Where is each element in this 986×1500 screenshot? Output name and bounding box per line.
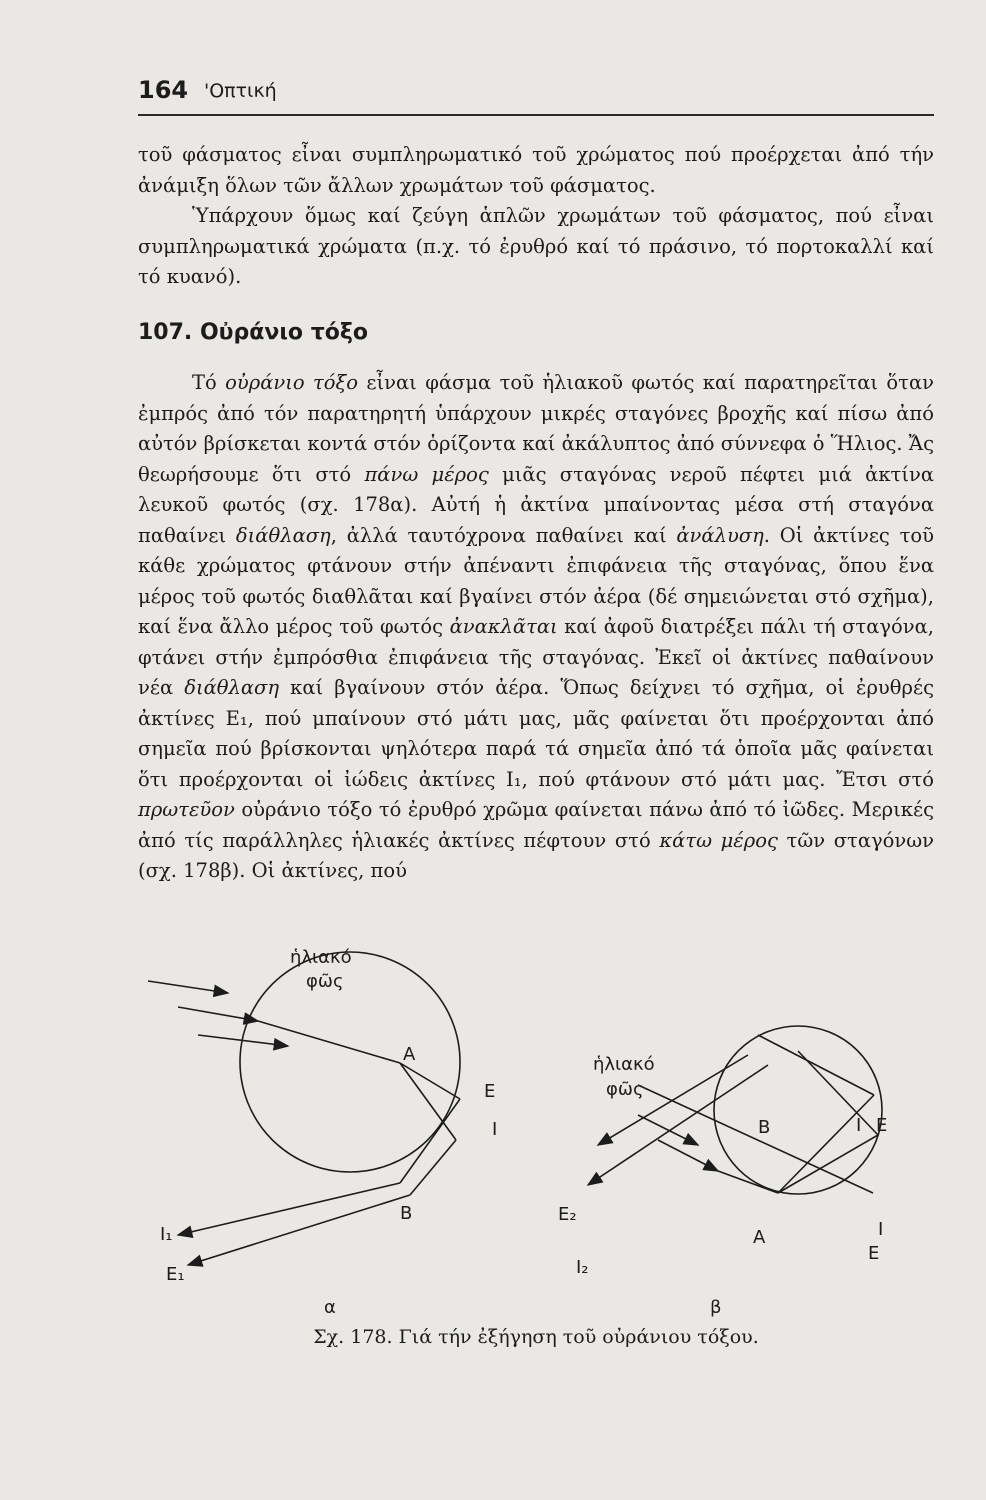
text-run: , ἀλλά ταυτόχρονα παθαίνει καί	[330, 523, 677, 547]
incident-ray	[258, 1021, 400, 1063]
cross-ray	[638, 1085, 873, 1193]
text-run: εἶναι φάσμα τοῦ ἡλιακοῦ φωτός καί παρατηρεῖται ὅταν ἐμπρός ἀπό τόν παρατηρητή ὑπάρχουν μικρές σταγόνες βροχῆς καί πίσω ἀπό αὐτόν βρίσκεται κοντά στόν ὁρίζοντα καί ἀκάλυπτος ἀπό σύννεφα ὁ Ἥλιος. Ἄς θεωρήσουμε ὅτι στό	[138, 371, 934, 486]
reflected-b-1	[798, 1051, 878, 1135]
label-I-bottom-b: I	[878, 1219, 884, 1240]
italic-term-lower-part: κάτω μέρος	[659, 828, 778, 852]
label-B-a: B	[400, 1203, 413, 1224]
sun-ray-b2	[658, 1140, 718, 1171]
incident-ray-b	[718, 1171, 778, 1193]
sunlight-label-b-1: ἡλιακό	[593, 1054, 655, 1075]
section-number: 107.	[138, 320, 193, 345]
text-run: Τό	[192, 371, 226, 394]
figure-b	[558, 1026, 887, 1318]
intro-text	[138, 140, 934, 293]
sun-ray-2	[178, 1007, 258, 1021]
section-paragraph	[138, 368, 934, 887]
text-run: καί βγαίνουν στόν ἀέρα. Ὅπως δείχνει τό σχῆμα, οἱ ἐρυθρές ἀκτίνες E₁, πού μπαίνουν στό μάτι μας, μᾶς φαίνεται ὅτι προέρχονται ἀπό σημεῖα πού βρίσκονται ψηλότερα παρά τά σημεῖα ἀπό τά ὁποῖα μᾶς φαίνεται ὅτι προέρχονται οἱ ἰώδεις ἀκτίνες I₁, πού φτάνουν στό μάτι μας. Ἔτσι στό	[138, 676, 934, 791]
page-number: 164	[138, 76, 189, 104]
sub-label-beta: β	[710, 1297, 722, 1318]
text-run: τῶν σταγόνων (σχ. 178β). Οἱ ἀκτίνες, πού	[138, 828, 935, 882]
sunlight-label-b-2: φῶς	[606, 1079, 644, 1100]
label-E2: E₂	[558, 1204, 577, 1225]
italic-term-reflection: ἀνακλᾶται	[449, 615, 558, 638]
figure-a	[148, 947, 497, 1318]
sub-label-alpha: α	[324, 1297, 336, 1318]
section-title: Οὐράνιο τόξο	[199, 320, 368, 345]
page-header	[138, 74, 934, 116]
label-I-a: I	[492, 1119, 498, 1140]
sunlight-label-a-1: ἡλιακό	[290, 947, 352, 968]
label-B-b: B	[758, 1117, 771, 1138]
label-E1: E₁	[166, 1264, 185, 1285]
italic-term-upper-part: πάνω μέρος	[364, 462, 489, 486]
italic-term-refraction: διάθλαση	[235, 523, 331, 547]
text-run: καί ἀφοῦ διατρέξει πάλι τή σταγόνα, φτάνει στήν ἐμπρόσθια ἐπιφάνεια τῆς σταγόνας. Ἐκεῖ οἱ ἀκτίνες παθαίνουν νέα	[138, 615, 934, 699]
label-I1: I₁	[160, 1224, 173, 1245]
figure-caption: Σχ. 178. Γιά τήν ἐξήγηση τοῦ οὐράνιου τόξου.	[313, 1326, 759, 1348]
ray-to-I-top	[778, 1095, 874, 1193]
text-run: μιᾶς σταγόνας νεροῦ πέφτει μιά ἀκτίνα λευκοῦ φωτός (σχ. 178α). Αὐτή ἡ ἀκτίνα μπαίνοντας μέσα στή σταγόνα παθαίνει	[138, 462, 934, 547]
sunlight-label-a-2: φῶς	[306, 971, 344, 992]
label-E-a: E	[484, 1081, 496, 1102]
intro-paragraph-1: τοῦ φάσματος εἶναι συμπληρωματικό τοῦ χρώματος πού προέρχεται ἀπό τήν ἀνάμιξη ὅλων τῶν ἄλλων χρωμάτων τοῦ φάσματος.	[138, 143, 934, 197]
reflected-I	[410, 1140, 456, 1195]
label-E-bottom-b: E	[868, 1243, 880, 1264]
section-body	[138, 368, 934, 887]
label-A-a: A	[403, 1044, 416, 1065]
italic-term-refraction-2: διάθλαση	[184, 676, 280, 699]
sun-ray-b1	[638, 1115, 698, 1145]
label-E-top-b: E	[876, 1115, 888, 1136]
italic-term-rainbow: οὐράνιο τόξο	[225, 371, 359, 394]
label-I2: I₂	[576, 1257, 589, 1278]
rainbow-diagram	[138, 935, 934, 1325]
italic-term-primary: πρωτεῦον	[138, 798, 235, 821]
figure-178	[138, 935, 934, 1335]
text-run: . Οἱ ἀκτίνες τοῦ κάθε χρώματος φτάνουν στήν ἀπέναντι ἐπιφάνεια τῆς σταγόνας, ὅπου ἕνα μέρος τοῦ φωτός διαθλᾶται καί βγαίνει στόν ἀέρα (δέ σημειώνεται στό σχῆμα), καί ἕνα ἄλλο μέρος τοῦ φωτός	[138, 523, 934, 638]
running-title: 'Οπτική	[204, 80, 277, 102]
section-heading	[138, 320, 368, 345]
ray-to-I	[400, 1063, 456, 1140]
sun-ray-1	[148, 981, 228, 993]
text-run: οὐράνιο τόξο τό ἐρυθρό χρῶμα φαίνεται πάνω ἀπό τό ἰῶδες. Μερικές ἀπό τίς παράλληλες ἡλιακές ἀκτίνες πέφτουν στό	[138, 798, 934, 852]
italic-term-dispersion: ἀνάλυση	[676, 523, 764, 547]
exit-ray-E1	[188, 1195, 413, 1265]
label-A-b: A	[753, 1227, 766, 1248]
droplet-a	[240, 952, 460, 1172]
intro-paragraph-2: Ὑπάρχουν ὅμως καί ζεύγη ἁπλῶν χρωμάτων τοῦ φάσματος, πού εἶναι συμπληρωματικά χρώματα (π.χ. τό ἐρυθρό καί τό πράσινο, τό πορτοκαλλί καί τό κυανό).	[138, 204, 934, 288]
ray-to-E	[400, 1063, 460, 1099]
reflected-b-2	[758, 1035, 874, 1095]
label-I-top-b: I	[856, 1115, 862, 1136]
